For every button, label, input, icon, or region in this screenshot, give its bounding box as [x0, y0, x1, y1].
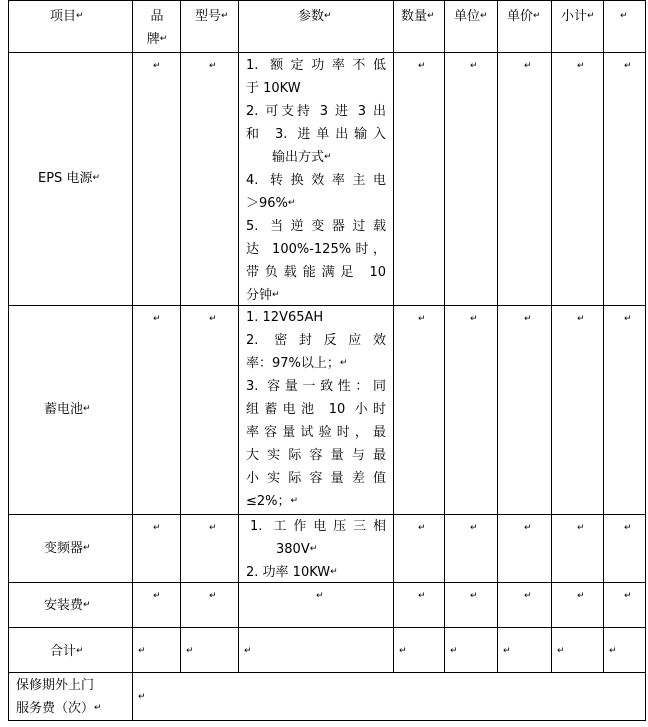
cell-mark: ↵	[470, 523, 478, 533]
cell-mark: ↵	[470, 61, 478, 71]
cell-mark: ↵	[209, 523, 217, 533]
col-border	[497, 0, 498, 673]
cell-mark: ↵	[138, 692, 146, 702]
header-subtotal: 小计↵	[561, 9, 595, 24]
cell-mark: ↵	[209, 591, 217, 601]
header-empty: ↵	[620, 11, 628, 21]
col-border	[238, 0, 239, 673]
row-install-item: 安装费↵	[44, 598, 91, 613]
header-model: 型号↵	[195, 9, 229, 24]
cell-mark: ↵	[418, 523, 426, 533]
header-qty: 数量↵	[401, 9, 435, 24]
cell-mark: ↵	[577, 314, 585, 324]
row-total-item: 合计↵	[50, 644, 84, 659]
cell-mark: ↵	[524, 523, 532, 533]
cell-mark: ↵	[624, 314, 632, 324]
cell-mark: ↵	[609, 646, 617, 656]
cell-mark: ↵	[524, 314, 532, 324]
cell-mark: ↵	[153, 591, 161, 601]
row-service-item: 保修期外上门 服务费（次）↵	[16, 678, 102, 716]
cell-mark: ↵	[418, 591, 426, 601]
header-item: 项目↵	[50, 9, 84, 24]
cell-mark: ↵	[209, 314, 217, 324]
cell-mark: ↵	[577, 523, 585, 533]
cell-mark: ↵	[209, 61, 217, 71]
row-inverter-params: 1. 工作电压三相 380V↵ 2. 功率 10KW↵	[246, 519, 386, 580]
cell-mark: ↵	[316, 591, 324, 601]
cell-mark: ↵	[624, 523, 632, 533]
row-border-bottom	[8, 720, 646, 721]
cell-mark: ↵	[186, 646, 194, 656]
cell-mark: ↵	[470, 591, 478, 601]
row-eps-params: 1. 额定功率不低 于 10KW 2. 可支持 3 进 3 出 和 3. 进单出输入 输出方式↵ 4. 转换效率主电 ＞96%↵ 5. 当逆变器过载 达 100%-125%时， 带负载能满足 10 分钟↵	[246, 58, 386, 303]
cell-mark: ↵	[418, 314, 426, 324]
header-brand: 品 牌↵	[146, 9, 168, 47]
cell-mark: ↵	[624, 591, 632, 601]
cell-mark: ↵	[624, 61, 632, 71]
col-border	[8, 0, 9, 721]
cell-mark: ↵	[524, 591, 532, 601]
header-price: 单价↵	[507, 9, 541, 24]
col-border	[444, 0, 445, 673]
row-inverter-item: 变频器↵	[44, 541, 91, 556]
col-border	[180, 0, 181, 673]
col-border	[645, 0, 646, 721]
cell-mark: ↵	[470, 314, 478, 324]
row-eps-item: EPS 电源↵	[38, 171, 100, 186]
col-border	[393, 0, 394, 673]
col-border	[551, 0, 552, 673]
row-battery-params: 1. 12V65AH 2. 密封反应效 率：97%以上；↵ 3. 容量一致性：同 组蓄电池 10 小时 率容量试验时，最 大实际容量与最 小实际容量差值 ≤2%；↵	[246, 310, 386, 509]
cell-mark: ↵	[450, 646, 458, 656]
cell-mark: ↵	[153, 314, 161, 324]
col-border	[603, 0, 604, 673]
cell-mark: ↵	[524, 61, 532, 71]
cell-mark: ↵	[138, 646, 146, 656]
cell-mark: ↵	[503, 646, 511, 656]
cell-mark: ↵	[577, 591, 585, 601]
row-battery-item: 蓄电池↵	[44, 402, 91, 417]
cell-mark: ↵	[557, 646, 565, 656]
cell-mark: ↵	[418, 61, 426, 71]
cell-mark: ↵	[153, 61, 161, 71]
cell-mark: ↵	[399, 646, 407, 656]
col-border	[132, 0, 133, 721]
cell-mark: ↵	[244, 646, 252, 656]
header-params: 参数↵	[298, 9, 332, 24]
header-unit: 单位↵	[454, 9, 488, 24]
cell-mark: ↵	[153, 523, 161, 533]
cell-mark: ↵	[577, 61, 585, 71]
